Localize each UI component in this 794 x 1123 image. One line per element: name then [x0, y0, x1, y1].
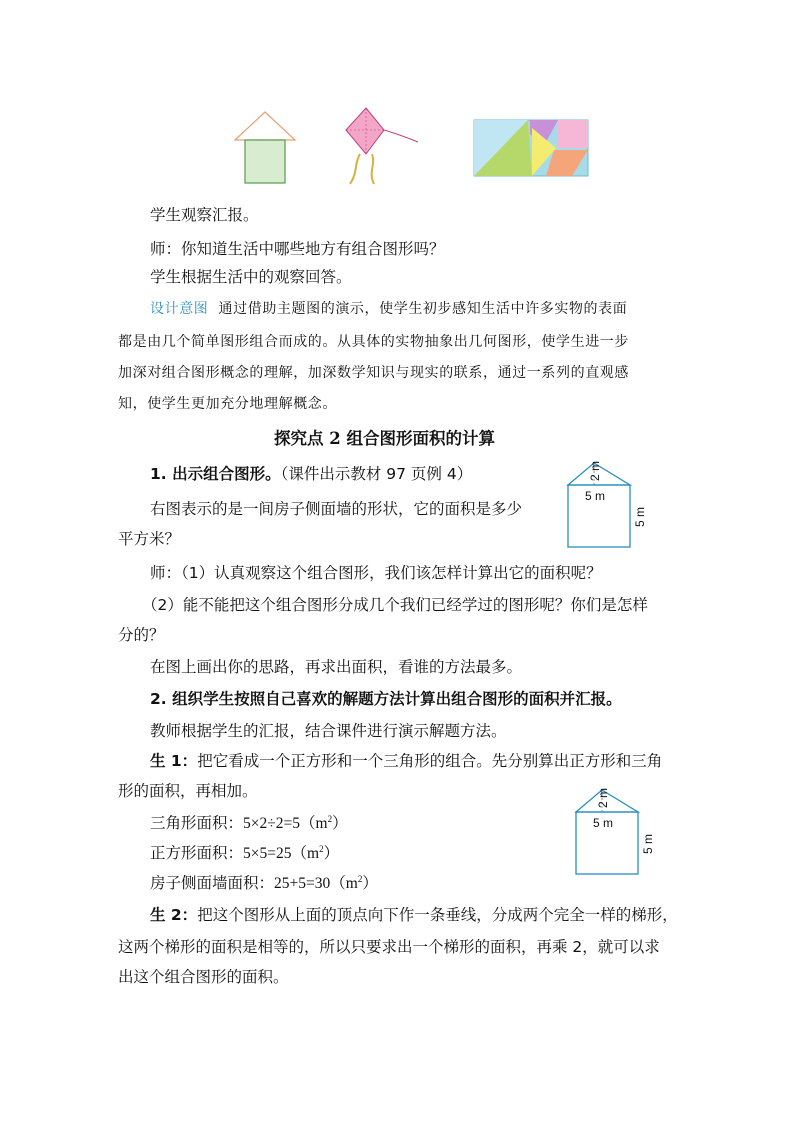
wall-area-close: ）	[362, 874, 378, 892]
student1-label: 生 1：	[150, 752, 198, 770]
fig2-side-label: 5 m	[641, 833, 655, 854]
wall-area-sup: 2	[357, 874, 363, 884]
square-area-expr: 5×5=25（m	[243, 845, 320, 862]
square-area-sup: 2	[319, 844, 324, 854]
fig2-base-label: 5 m	[593, 816, 614, 830]
triangle-area-line	[150, 812, 348, 835]
step1-line	[150, 463, 472, 485]
student2-text-3: 出这个组合图形的面积。	[118, 968, 289, 986]
triangle-area-label: 三角形面积：	[150, 814, 244, 832]
student2-text-2: 这两个梯形的面积是相等的，所以只要求出一个梯形的面积，再乘 2，就可以求	[118, 938, 660, 956]
student1-line	[150, 750, 662, 772]
student2-label: 生 2：	[150, 906, 198, 924]
triangle-area-expr: 5×2÷2=5（m	[243, 815, 328, 832]
step2-title: 2. 组织学生按照自己喜欢的解题方法计算出组合图形的面积并汇报。	[150, 690, 622, 708]
square-area-label: 正方形面积：	[150, 844, 244, 862]
wall-area-line	[150, 872, 378, 895]
house-figure-1	[556, 455, 656, 551]
fig1-base-label: 5 m	[585, 489, 606, 503]
wall-area-label: 房子侧面墙面积：	[150, 874, 275, 892]
step1-title: 1. 出示组合图形。	[150, 465, 281, 483]
student-answer: 学生根据生活中的观察回答。	[150, 268, 352, 286]
design-intent-line-2: 都是由几个简单图形组合而成的。从具体的实物抽象出几何图形，使学生进一步	[118, 334, 629, 350]
observe-line: 学生观察汇报。	[150, 206, 259, 224]
square-area-line	[150, 842, 339, 865]
teacher-prompt-2b: 分的？	[118, 626, 165, 644]
design-intent-line-3: 加深对组合图形概念的理解，加深数学知识与现实的联系，通过一系列的直观感	[118, 365, 629, 381]
fig1-height-label: 2 m	[588, 460, 602, 481]
house-figure-2	[564, 782, 664, 878]
kite-illustration	[338, 106, 428, 192]
student1-text: 把它看成一个正方形和一个三角形的组合。先分别算出正方形和三角	[197, 752, 663, 770]
teacher-question: 师：你知道生活中哪些地方有组合图形吗？	[150, 240, 445, 258]
teacher-prompt-3: 在图上画出你的思路，再求出面积，看谁的方法最多。	[150, 658, 523, 676]
triangle-area-sup: 2	[327, 814, 333, 824]
fig1-side-label: 5 m	[633, 506, 647, 527]
section-title: 探究点 2 组合图形面积的计算	[274, 429, 495, 448]
design-intent-text-1: 通过借助主题图的演示，使学生初步感知生活中许多实物的表面	[218, 301, 628, 317]
design-intent-line-1	[150, 298, 627, 320]
teacher-prompt-2a: （2）能不能把这个组合图形分成几个我们已经学过的图形呢？你们是怎样	[142, 596, 648, 614]
design-intent-tag: 设计意图	[150, 301, 209, 317]
student2-line	[150, 904, 678, 926]
wall-area-expr: 25+5=30（m	[274, 875, 358, 892]
fig2-height-label: 2 m	[596, 787, 610, 808]
square-area-close: ）	[323, 844, 340, 862]
step1-question-1: 右图表示的是一间房子侧面墙的形状，它的面积是多少	[150, 500, 523, 518]
design-intent-line-4: 知，使学生更加充分地理解概念。	[118, 396, 337, 412]
step1-question-2: 平方米？	[118, 530, 181, 548]
student2-text: 把这个图形从上面的顶点向下作一条垂线，分成两个完全一样的梯形，	[197, 906, 678, 924]
teacher-prompt-1: 师：（1）认真观察这个组合图形，我们该怎样计算出它的面积呢？	[150, 564, 602, 582]
step2-report: 教师根据学生的汇报，结合课件进行演示解题方法。	[150, 722, 507, 740]
tangram-illustration	[472, 118, 592, 180]
house-illustration	[230, 100, 350, 190]
step1-note: （课件出示教材 97 页例 4）	[280, 465, 473, 483]
triangle-area-close: ）	[332, 814, 348, 832]
student1-text-2: 形的面积，再相加。	[118, 782, 258, 800]
